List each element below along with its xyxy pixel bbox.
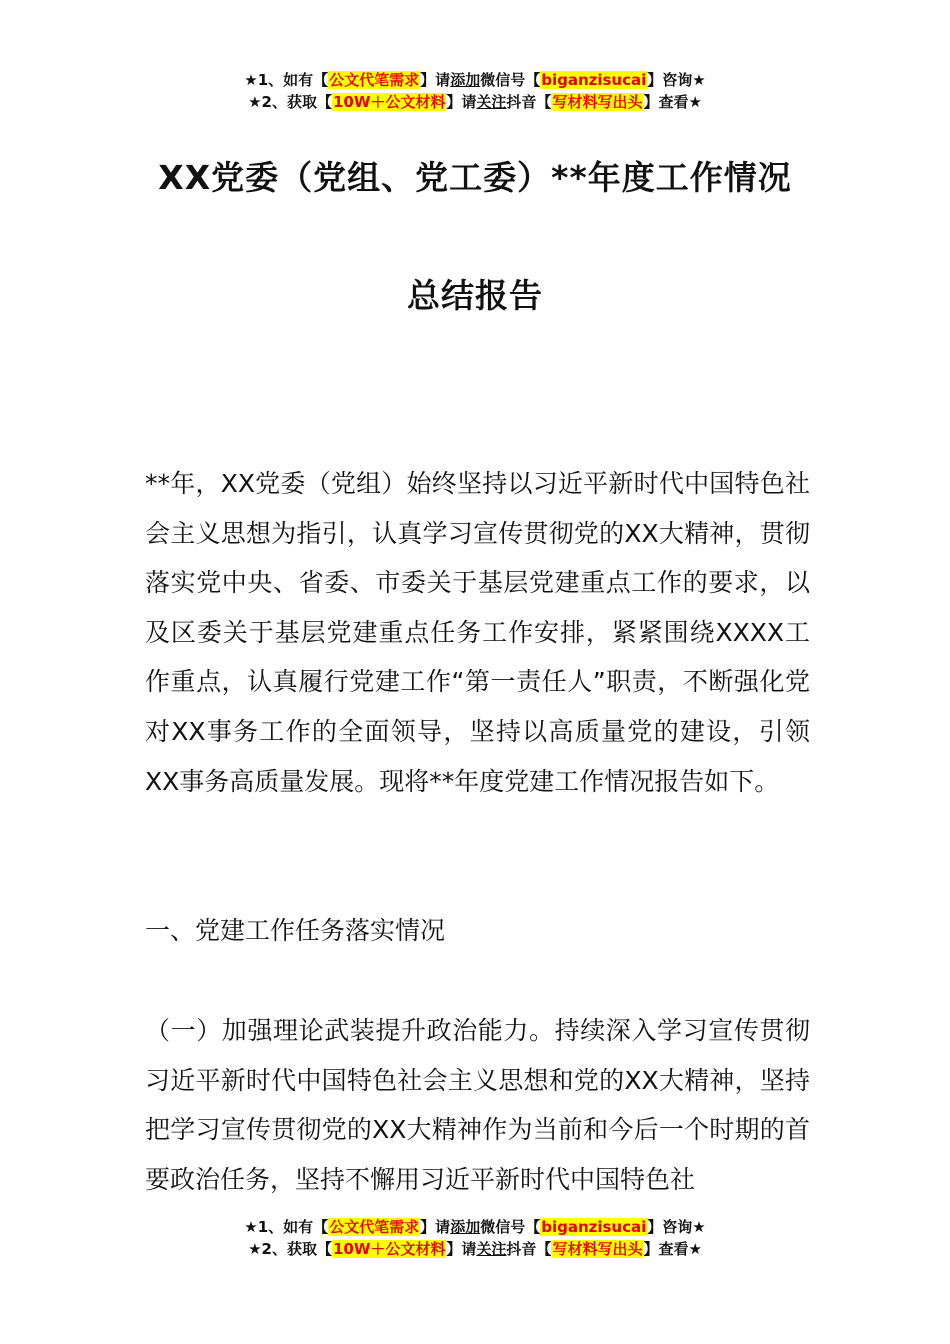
promo-highlight: 10W＋公文材料 — [332, 1240, 446, 1258]
promo-line-1: ★1、如有【公文代笔需求】请添加微信号【biganzisucai】咨询★ — [244, 1218, 706, 1236]
header-promo-banner — [0, 69, 950, 113]
promo-wechat-id: biganzisucai — [541, 71, 647, 89]
section-heading-1: 一、党建工作任务落实情况 — [145, 916, 446, 945]
document-title-line-1: XX党委（党组、党工委）**年度工作情况 — [158, 158, 792, 197]
promo-douyin-id: 写材料写出头 — [552, 1240, 643, 1258]
body-paragraph-1: （一）加强理论武装提升政治能力。持续深入学习宣传贯彻习近平新时代中国特色社会主义思想和党的XX大精神，坚持把学习宣传贯彻党的XX大精神作为当前和今后一个时期的首要政治任务，坚持不懈用习近平新时代中国特色社 — [145, 1016, 810, 1194]
footer-promo-banner — [0, 1216, 950, 1260]
promo-highlight: 10W＋公文材料 — [332, 93, 446, 111]
promo-douyin-id: 写材料写出头 — [552, 93, 643, 111]
promo-highlight: 公文代笔需求 — [329, 71, 420, 89]
promo-line-2: ★2、获取【10W＋公文材料】请关注抖音【写材料写出头】查看★ — [248, 93, 702, 111]
promo-line-1: ★1、如有【公文代笔需求】请添加微信号【biganzisucai】咨询★ — [244, 71, 706, 89]
document-title-line-2: 总结报告 — [407, 276, 543, 315]
body-paragraph-intro: **年，XX党委（党组）始终坚持以习近平新时代中国特色社会主义思想为指引，认真学习宣传贯彻党的XX大精神，贯彻落实党中央、省委、市委关于基层党建重点工作的要求，以及区委关于基层党建重点任务工作安排，紧紧围绕XXXX工作重点，认真履行党建工作“第一责任人”职责，不断强化党对XX事务工作的全面领导，坚持以高质量党的建设，引领XX事务高质量发展。现将**年度党建工作情况报告如下。 — [145, 469, 810, 796]
promo-line-2: ★2、获取【10W＋公文材料】请关注抖音【写材料写出头】查看★ — [248, 1240, 702, 1258]
promo-wechat-id: biganzisucai — [541, 1218, 647, 1236]
promo-highlight: 公文代笔需求 — [329, 1218, 420, 1236]
